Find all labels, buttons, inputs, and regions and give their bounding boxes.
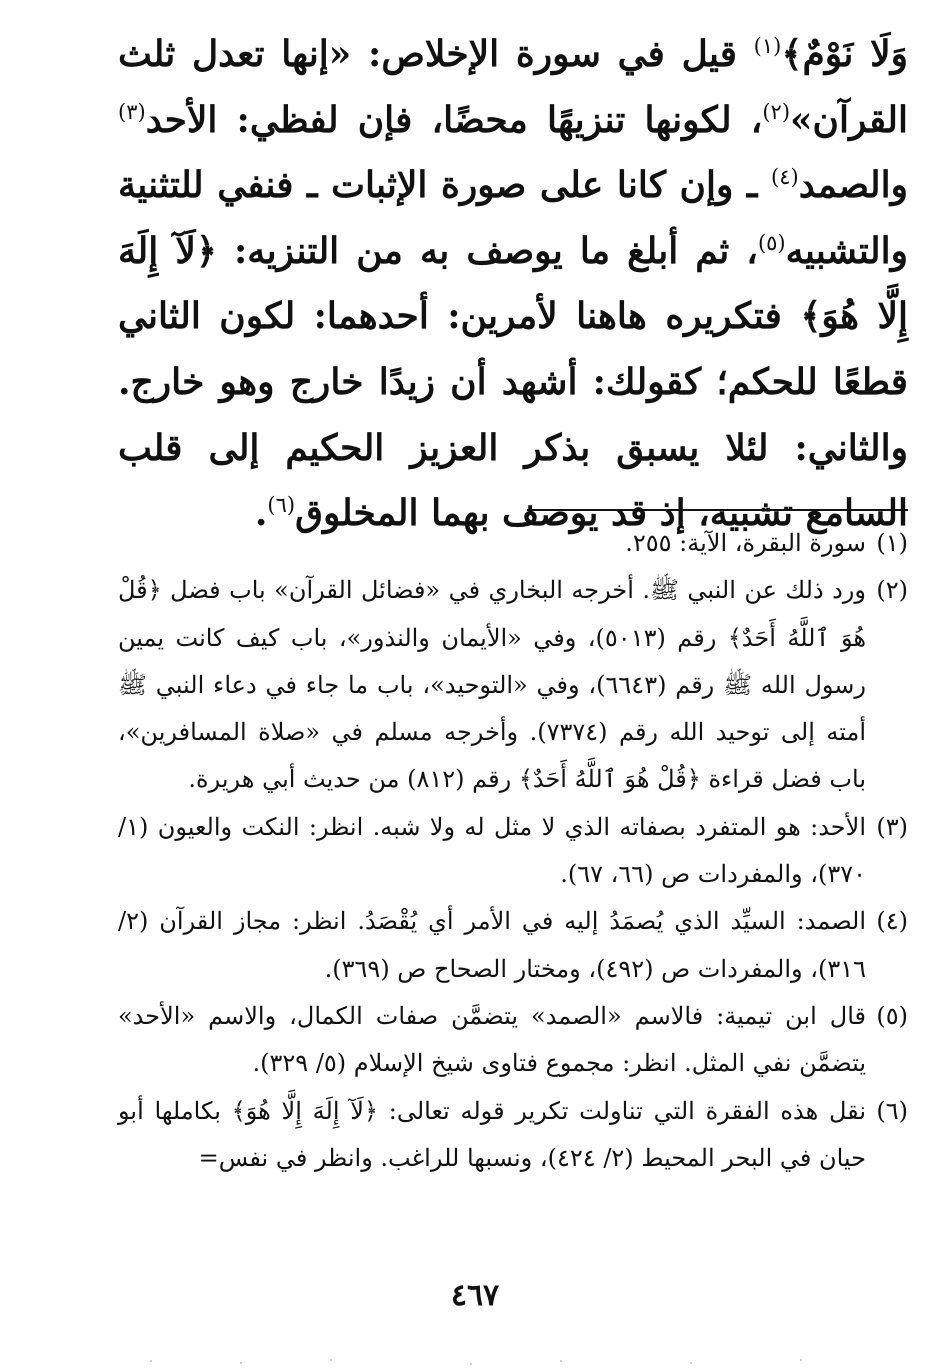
- footnote-text: نقل هذه الفقرة التي تناولت تكرير قوله تعالى: ﴿لَآ إِلَهَ إِلَّا هُوَ﴾ بكاملها أبو حيان في البحر المحيط (٢/ ٤٢٤)، ونسبها للراغب. وانظر في نفس=: [118, 1096, 866, 1172]
- footnote-text: ورد ذلك عن النبي ﷺ. أخرجه البخاري في «فضائل القرآن» باب فضل ﴿قُلْ هُوَ ٱللَّهُ أَحَدٌ﴾ رقم (٥٠١٣)، وفي «الأيمان والنذور»، باب كيف كانت يمين رسول الله ﷺ رقم (٦٦٤٣)، وفي «التوحيد»، باب ما جاء في دعاء النبي ﷺ أمته إلى توحيد الله رقم (٧٣٧٤). وأخرجه مسلم في «صلاة المسافرين»، باب فضل قراءة ﴿قُلْ هُوَ ٱللَّهُ أَحَدٌ﴾ رقم (٨١٢) من حديث أبي هريرة.: [118, 576, 866, 794]
- footnote-separator: [527, 509, 908, 511]
- footnote-3: [118, 804, 908, 899]
- text-run: قيل في سورة الإخلاص: «إنها تعدل ثلث القرآن»: [118, 33, 908, 141]
- footnote-4: [118, 898, 908, 993]
- text-run: ، لكونها تنزيهًا محضًا، فإن لفظي: الأحد: [145, 98, 763, 141]
- main-text-body: [118, 22, 908, 547]
- footnote-text: قال ابن تيمية: فالاسم «الصمد» يتضمَّن صفات الكمال، والاسم «الأحد» يتضمَّن نفي المثل. انظر: مجموع فتاوى شيخ الإسلام (٥/ ٣٢٩).: [118, 1001, 866, 1078]
- main-paragraph: [118, 22, 908, 547]
- footnote-number: (١): [876, 529, 908, 557]
- footnote-2: [118, 567, 908, 803]
- text-run: ، ثم أبلغ ما يوصف به من التنزيه: ﴿لَآ إِلَهَ إِلَّا هُوَ﴾ فتكريره هاهنا لأمرين: أحدهما: لكون الثاني قطعًا للحكم؛ كقولك: أشهد أن زيدًا خارج وهو خارج. والثاني: لئلا يسبق بذكر العزيز الحكيم إلى قلب السامع تشبيه، إذ قد يوصف بهما المخلوق: [118, 229, 908, 535]
- footnote-number: (٥): [876, 1001, 908, 1030]
- text-run: .: [254, 492, 268, 535]
- footnote-ref-3[interactable]: (٣): [118, 99, 146, 124]
- footnote-ref-5[interactable]: (٥): [757, 230, 786, 255]
- footnote-1: [118, 520, 908, 567]
- footnote-6: [118, 1088, 908, 1183]
- footnote-text: سورة البقرة، الآية: ٢٥٥.: [625, 529, 866, 557]
- text-run: ـ وإن كانا على صورة الإثبات ـ فنفي للتثنية والتشبيه: [118, 164, 908, 272]
- footnote-number: (٣): [876, 812, 908, 841]
- footnote-ref-4[interactable]: (٤): [771, 165, 799, 190]
- page-number: ٤٦٧: [450, 1278, 500, 1313]
- footnote-number: (٦): [876, 1096, 908, 1125]
- text-run: والصمد: [798, 164, 908, 207]
- footnote-number: (٢): [876, 576, 908, 605]
- footnote-5: [118, 993, 908, 1088]
- footnote-ref-1[interactable]: (١): [753, 34, 782, 58]
- footnote-number: (٤): [876, 907, 908, 936]
- footnotes-section: [118, 520, 908, 1182]
- footnote-ref-6[interactable]: (٦): [267, 493, 296, 518]
- footnote-text: الصمد: السيِّد الذي يُصمَدُ إليه في الأمر أي يُقْصَدُ. انظر: مجاز القرآن (٢/ ٣١٦)، والمفردات ص (٤٩٢)، ومختار الصحاح ص (٣٦٩).: [118, 907, 866, 983]
- footnote-text: الأحد: هو المتفرد بصفاته الذي لا مثل له ولا شبه. انظر: النكت والعيون (١/ ٣٧٠)، والمفردات ص (٦٦، ٦٧).: [118, 812, 866, 889]
- text-run: وَلَا نَوْمٌ﴾: [781, 33, 909, 75]
- footnote-ref-2[interactable]: (٢): [762, 99, 791, 124]
- scan-edge-marks: [0, 1350, 950, 1372]
